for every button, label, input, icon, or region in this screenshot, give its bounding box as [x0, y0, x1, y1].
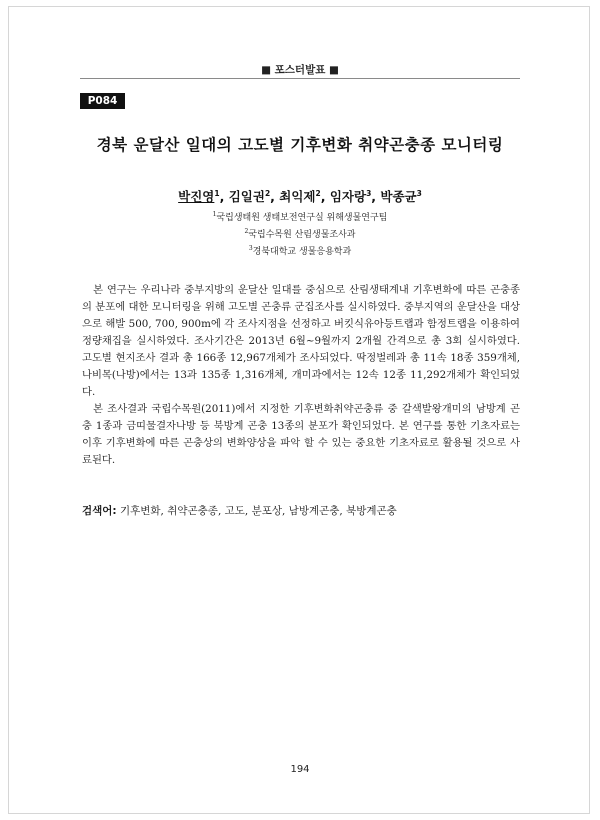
keywords-label: 검색어: — [82, 505, 117, 517]
keywords-text: 기후변화, 취약곤충종, 고도, 분포상, 남방계곤충, 북방계곤충 — [119, 505, 397, 517]
affiliation-line — [0, 242, 600, 259]
affiliation-list — [0, 208, 600, 259]
affiliation-mark: 2 — [244, 228, 249, 235]
author-name: 임자랑 — [329, 189, 367, 204]
paper-title: 경북 운달산 일대의 고도별 기후변화 취약곤충종 모니터링 — [96, 136, 504, 154]
affiliation-text: 국립수목원 산림생물조사과 — [248, 230, 356, 240]
author-affiliation-mark: 1 — [214, 188, 220, 198]
abstract-paragraph: 본 조사결과 국립수목원(2011)에서 지정한 기후변화취약곤충류 중 갈색발왕개미의 남방계 곤충 1종과 금띠물결자나방 등 북방계 곤충 13종의 분포가 확인되었다. 본 연구를 통한 기초자료는 이후 기후변화에 따른 곤충상의 변화양상을 파악 할 수 있는 중요한 기초자료로 활용될 것으로 사료된다. — [82, 403, 520, 466]
author-affiliation-mark: 3 — [416, 188, 422, 198]
affiliation-text: 경북대학교 생물응용학과 — [252, 247, 352, 257]
author-name: 박종균 — [380, 189, 417, 204]
abstract — [82, 282, 520, 469]
author-separator: , — [219, 189, 229, 204]
author-affiliation-mark: 3 — [366, 188, 372, 198]
author-separator: , — [320, 189, 330, 204]
header-divider — [80, 78, 520, 79]
section-header: ■ 포스터발표 ■ — [261, 64, 339, 76]
author-list — [0, 187, 600, 205]
keywords — [82, 503, 520, 519]
author-affiliation-mark: 2 — [264, 188, 271, 198]
affiliation-mark: 1 — [212, 211, 217, 218]
author-name: 김일권 — [228, 189, 265, 204]
affiliation-line — [0, 208, 600, 225]
affiliation-mark: 3 — [248, 245, 253, 252]
page-number: 194 — [290, 764, 310, 775]
author-separator: , — [371, 189, 381, 204]
author-name: 박진영 — [178, 189, 215, 204]
poster-id-badge: P084 — [80, 93, 125, 109]
affiliation-line — [0, 225, 600, 242]
author-affiliation-mark: 2 — [315, 188, 321, 198]
author-separator: , — [270, 189, 280, 204]
abstract-paragraph: 본 연구는 우리나라 중부지방의 운달산 일대를 중심으로 산림생태계내 기후변화에 따른 곤충종의 분포에 대한 모니터링을 위해 고도별 곤충류 군집조사를 실시하였다. 중부지역의 운달산을 대상으로 해발 500, 700, 900m에 각 조사지점을 선정하고 버킷식유아등트랩과 함정트랩을 이용하여 정량채집을 실시하였다. 조사기간은 2013년 6월∼9월까지 2개월 간격으로 총 3회 실시하였다. 고도별 현지조사 결과 총 166종 12,967개체가 조사되었다. 딱정벌레과 총 11속 18종 359개체, 나비목(나방)에서는 13과 135종 1,316개체, 개미과에서는 12속 12종 11,292개체가 확인되었다. — [82, 284, 520, 398]
affiliation-text: 국립생태원 생태보전연구실 위해생물연구팀 — [216, 213, 388, 223]
author-name: 최익제 — [279, 189, 316, 204]
